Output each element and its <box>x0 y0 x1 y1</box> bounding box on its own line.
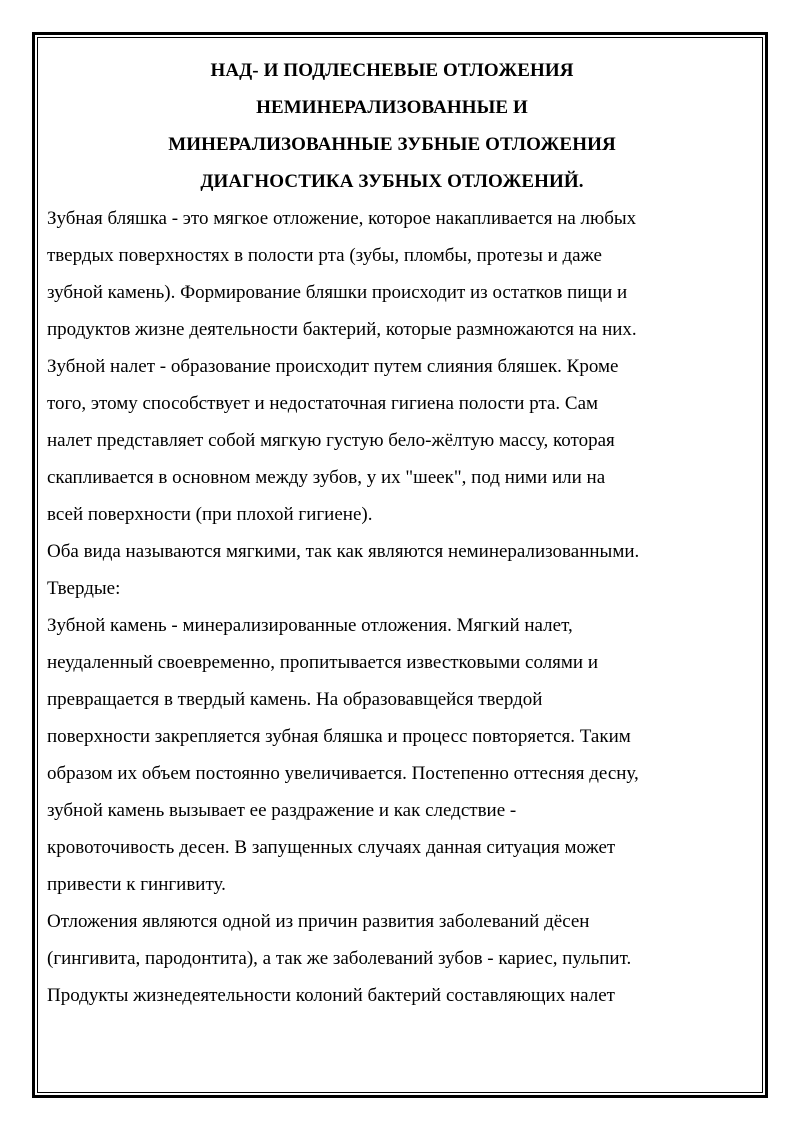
title-line: ДИАГНОСТИКА ЗУБНЫХ ОТЛОЖЕНИЙ. <box>200 171 584 192</box>
body-line: образом их объем постоянно увеличивается. Постепенно оттесняя десну, <box>47 763 639 784</box>
body-line: твердых поверхностях в полости рта (зубы, пломбы, протезы и даже <box>47 245 602 266</box>
body-line: (гингивита, пародонтита), а так же заболеваний зубов - кариес, пульпит. <box>47 948 632 969</box>
body-line: превращается в твердый камень. На образовавщейся твердой <box>47 689 543 710</box>
body-line: Зубная бляшка - это мягкое отложение, которое накапливается на любых <box>47 208 637 229</box>
body-line: налет представляет собой мягкую густую бело-жёлтую массу, которая <box>47 430 615 451</box>
title-line: НАД- И ПОДЛЕСНЕВЫЕ ОТЛОЖЕНИЯ <box>210 60 574 81</box>
body-line: привести к гингивиту. <box>47 874 226 895</box>
document-body <box>47 200 737 1014</box>
title-line: НЕМИНЕРАЛИЗОВАННЫЕ И <box>256 97 528 118</box>
body-line: продуктов жизне деятельности бактерий, которые размножаются на них. <box>47 319 637 340</box>
body-line: Продукты жизнедеятельности колоний бактерий составляющих налет <box>47 985 615 1006</box>
document-title <box>47 52 737 200</box>
body-line: Оба вида называются мягкими, так как являются неминерализованными. <box>47 541 640 562</box>
body-line: Твердые: <box>47 578 121 599</box>
body-line: скапливается в основном между зубов, у их "шеек", под ними или на <box>47 467 606 488</box>
body-line: всей поверхности (при плохой гигиене). <box>47 504 373 525</box>
body-line: зубной камень вызывает ее раздражение и как следствие - <box>47 800 517 821</box>
body-line: поверхности закрепляется зубная бляшка и процесс повторяется. Таким <box>47 726 631 747</box>
body-line: зубной камень). Формирование бляшки происходит из остатков пищи и <box>47 282 628 303</box>
title-line: МИНЕРАЛИЗОВАННЫЕ ЗУБНЫЕ ОТЛОЖЕНИЯ <box>168 134 616 155</box>
body-line: того, этому способствует и недостаточная гигиена полости рта. Сам <box>47 393 599 414</box>
body-line: Отложения являются одной из причин развития заболеваний дёсен <box>47 911 590 932</box>
document-content <box>47 52 737 1014</box>
body-line: кровоточивость десен. В запущенных случаях данная ситуация может <box>47 837 616 858</box>
body-line: Зубной камень - минерализированные отложения. Мягкий налет, <box>47 615 573 636</box>
body-line: Зубной налет - образование происходит путем слияния бляшек. Кроме <box>47 356 619 377</box>
body-line: неудаленный своевременно, пропитывается известковыми солями и <box>47 652 599 673</box>
